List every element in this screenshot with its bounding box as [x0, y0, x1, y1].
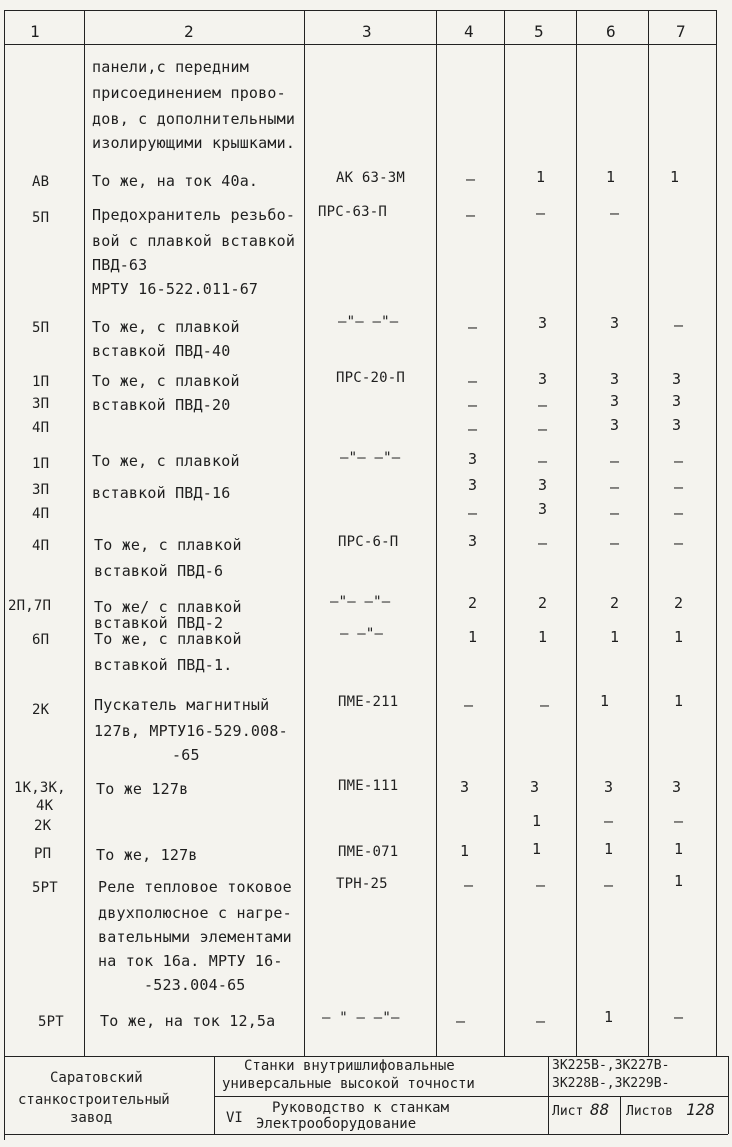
- sheet-number: 88: [590, 1100, 610, 1119]
- row-qty-col5: –: [538, 420, 548, 438]
- row-designation: 2К: [32, 702, 50, 718]
- row-designation: 3П: [32, 396, 50, 412]
- row-qty-col6: 1: [606, 168, 616, 186]
- column-header-5: 5: [534, 22, 544, 41]
- footer-bottom-rule: [4, 1134, 728, 1135]
- row-designation: 4П: [32, 538, 50, 554]
- header-bottom-rule: [4, 44, 716, 45]
- column-divider: [84, 10, 85, 1056]
- row-description-line: вой с плавкой вставкой: [92, 232, 296, 250]
- row-qty-col4: –: [468, 396, 478, 414]
- row-designation: 2П,7П: [8, 598, 52, 614]
- row-qty-col4: –: [468, 420, 478, 438]
- row-type: –"– –"–: [330, 594, 391, 610]
- org-name-line: завод: [70, 1110, 113, 1126]
- row-qty-col4: –: [466, 206, 476, 224]
- section-title-line: Электрооборудование: [256, 1116, 417, 1132]
- row-qty-col6: 1: [610, 628, 620, 646]
- row-description-line: Предохранитель резьбо-: [92, 206, 296, 224]
- row-description-line: 127в, МРТУ16-529.008-: [94, 722, 288, 740]
- row-qty-col5: –: [538, 452, 548, 470]
- column-header-1: 1: [30, 22, 40, 41]
- row-description-line: ПВД-63: [92, 256, 148, 274]
- row-qty-col5: 3: [538, 314, 548, 332]
- row-qty-col4: 3: [460, 778, 470, 796]
- row-qty-col6: –: [610, 204, 620, 222]
- row-description-line: То же, на ток 12,5а: [100, 1012, 276, 1030]
- row-description-line: панели,с передним: [92, 58, 249, 76]
- row-description-line: вставкой ПВД-40: [92, 342, 231, 360]
- column-header-6: 6: [606, 22, 616, 41]
- sheets-total: 128: [686, 1100, 715, 1119]
- row-type: –"– –"–: [338, 314, 399, 330]
- column-divider: [576, 10, 577, 1056]
- row-qty-col6: 3: [604, 778, 614, 796]
- row-designation: 5РТ: [32, 880, 58, 896]
- row-designation: РП: [34, 846, 52, 862]
- column-divider: [504, 10, 505, 1056]
- row-type: ПМЕ-211: [338, 694, 399, 710]
- row-description-line: вставкой ПВД-1.: [94, 656, 233, 674]
- row-type: ТРН-25: [336, 876, 388, 892]
- machine-models-line: 3К228В-,3К229В-: [552, 1076, 670, 1091]
- row-designation: 4П: [32, 506, 50, 522]
- row-qty-col6: 1: [604, 1008, 614, 1026]
- row-qty-col6: 3: [610, 416, 620, 434]
- row-qty-col6: 1: [600, 692, 610, 710]
- row-qty-col6: 3: [610, 314, 620, 332]
- row-qty-col4: –: [468, 504, 478, 522]
- column-header-7: 7: [676, 22, 686, 41]
- document-title-line: Станки внутришлифовальные: [244, 1058, 455, 1074]
- row-description-line: вательными элементами: [98, 928, 292, 946]
- row-description-line: То же, 127в: [96, 846, 198, 864]
- row-qty-col5: 3: [538, 500, 548, 518]
- row-designation: 5П: [32, 210, 50, 226]
- footer-divider: [728, 1056, 729, 1134]
- row-type: ПМЕ-111: [338, 778, 399, 794]
- row-description-line: То же/ с плавкой: [94, 598, 242, 616]
- row-description-line: изолирующими крышками.: [92, 134, 296, 152]
- row-qty-col7: 2: [674, 594, 684, 612]
- row-qty-col4: –: [456, 1012, 466, 1030]
- row-qty-col4: 2: [468, 594, 478, 612]
- row-qty-col4: 1: [468, 628, 478, 646]
- section-number: VI: [226, 1110, 243, 1126]
- row-qty-col5: –: [538, 534, 548, 552]
- row-description-line: присоединением прово-: [92, 84, 286, 102]
- row-qty-col7: –: [674, 534, 684, 552]
- row-qty-col6: 1: [604, 840, 614, 858]
- row-qty-col6: 3: [610, 370, 620, 388]
- row-qty-col7: 1: [674, 628, 684, 646]
- footer-middle-rule: [214, 1096, 728, 1097]
- row-description-line: вставкой ПВД-16: [92, 484, 231, 502]
- row-description-line: -523.004-65: [144, 976, 246, 994]
- row-type: ПРС-63-П: [318, 204, 388, 220]
- row-qty-col5: –: [536, 204, 546, 222]
- row-description-line: вставкой ПВД-20: [92, 396, 231, 414]
- column-divider: [304, 10, 305, 1056]
- column-divider: [716, 10, 717, 1056]
- row-designation: 6П: [32, 632, 50, 648]
- row-qty-col5: –: [538, 396, 548, 414]
- row-qty-col5: 3: [538, 370, 548, 388]
- row-description-line: То же 127в: [96, 780, 189, 798]
- row-description-line: двухполюсное с нагре-: [98, 904, 292, 922]
- row-designation: 1К,3К,: [14, 780, 66, 796]
- row-designation: 2К: [34, 818, 52, 834]
- row-qty-col6: –: [610, 452, 620, 470]
- row-designation: 3П: [32, 482, 50, 498]
- document-title-line: универсальные высокой точности: [222, 1076, 475, 1092]
- row-designation: 5РТ: [38, 1014, 64, 1030]
- row-qty-col5: –: [540, 696, 550, 714]
- row-type: ПРС-20-П: [336, 370, 406, 386]
- footer-top-rule: [4, 1056, 728, 1057]
- column-header-3: 3: [362, 22, 372, 41]
- org-name-line: станкостроительный: [18, 1092, 170, 1108]
- row-qty-col4: 1: [460, 842, 470, 860]
- sheet-label: Лист: [552, 1104, 584, 1119]
- row-description-line: То же, с плавкой: [94, 536, 242, 554]
- row-qty-col5: 1: [536, 168, 546, 186]
- row-qty-col7: –: [674, 504, 684, 522]
- row-qty-col4: –: [466, 170, 476, 188]
- row-type: АК 63-3М: [336, 170, 406, 186]
- column-divider: [4, 10, 5, 1140]
- row-description-line: МРТУ 16-522.011-67: [92, 280, 259, 298]
- row-qty-col6: –: [610, 478, 620, 496]
- row-qty-col7: –: [674, 812, 684, 830]
- row-qty-col4: 3: [468, 532, 478, 550]
- row-description-line: То же, с плавкой: [92, 318, 240, 336]
- row-qty-col5: 1: [538, 628, 548, 646]
- row-qty-col4: –: [464, 876, 474, 894]
- row-type: – –"–: [340, 626, 384, 642]
- sheets-label: Листов: [626, 1104, 673, 1119]
- org-name-line: Саратовский: [50, 1070, 143, 1086]
- row-qty-col4: –: [468, 318, 478, 336]
- footer-divider: [214, 1056, 215, 1134]
- row-description-line: Пускатель магнитный: [94, 696, 270, 714]
- row-qty-col7: 1: [674, 692, 684, 710]
- row-qty-col7: 1: [674, 840, 684, 858]
- row-type: – " – –"–: [322, 1010, 400, 1026]
- row-qty-col6: –: [604, 876, 614, 894]
- row-qty-col4: –: [468, 372, 478, 390]
- row-qty-col6: –: [610, 504, 620, 522]
- row-qty-col5: 3: [538, 476, 548, 494]
- row-type: ПРС-6-П: [338, 534, 399, 550]
- column-header-4: 4: [464, 22, 474, 41]
- row-qty-col7: –: [674, 452, 684, 470]
- header-top-rule: [4, 10, 716, 11]
- row-qty-col7: 3: [672, 416, 682, 434]
- row-qty-col7: 3: [672, 392, 682, 410]
- row-qty-col6: –: [604, 812, 614, 830]
- row-description-line: То же, с плавкой: [94, 630, 242, 648]
- machine-models-line: 3К225В-,3К227В-: [552, 1058, 670, 1073]
- footer-divider: [620, 1096, 621, 1134]
- row-qty-col7: 3: [672, 370, 682, 388]
- row-qty-col4: –: [464, 696, 474, 714]
- row-qty-col4: 3: [468, 450, 478, 468]
- row-qty-col7: 1: [670, 168, 680, 186]
- row-description-line: То же, с плавкой: [92, 372, 240, 390]
- row-designation: 1П: [32, 374, 50, 390]
- row-qty-col7: –: [674, 316, 684, 334]
- row-description-line: на ток 16а. МРТУ 16-: [98, 952, 283, 970]
- row-qty-col5: 1: [532, 812, 542, 830]
- row-designation: 5П: [32, 320, 50, 336]
- row-qty-col7: 1: [674, 872, 684, 890]
- column-header-2: 2: [184, 22, 194, 41]
- row-qty-col6: 2: [610, 594, 620, 612]
- column-divider: [436, 10, 437, 1056]
- row-designation: АВ: [32, 174, 50, 190]
- row-qty-col5: 3: [530, 778, 540, 796]
- column-divider: [648, 10, 649, 1056]
- row-description-line: -65: [172, 746, 200, 764]
- row-description-line: вставкой ПВД-2: [94, 614, 224, 632]
- row-qty-col7: 3: [672, 778, 682, 796]
- row-qty-col7: –: [674, 1008, 684, 1026]
- row-description-line: дов, с дополнительными: [92, 110, 296, 128]
- row-qty-col5: –: [536, 876, 546, 894]
- row-qty-col6: –: [610, 534, 620, 552]
- row-qty-col6: 3: [610, 392, 620, 410]
- section-title-line: Руководство к станкам: [272, 1100, 450, 1116]
- row-designation: 1П: [32, 456, 50, 472]
- row-designation: 4П: [32, 420, 50, 436]
- row-type: –"– –"–: [340, 450, 401, 466]
- row-designation: 4К: [36, 798, 54, 814]
- row-qty-col5: –: [536, 1012, 546, 1030]
- footer-divider: [548, 1056, 549, 1134]
- row-qty-col5: 1: [532, 840, 542, 858]
- row-description-line: вставкой ПВД-6: [94, 562, 224, 580]
- row-description-line: То же, с плавкой: [92, 452, 240, 470]
- row-qty-col5: 2: [538, 594, 548, 612]
- row-qty-col7: –: [674, 478, 684, 496]
- row-qty-col4: 3: [468, 476, 478, 494]
- row-description-line: То же, на ток 40а.: [92, 172, 259, 190]
- row-description-line: Реле тепловое токовое: [98, 878, 292, 896]
- row-type: ПМЕ-071: [338, 844, 399, 860]
